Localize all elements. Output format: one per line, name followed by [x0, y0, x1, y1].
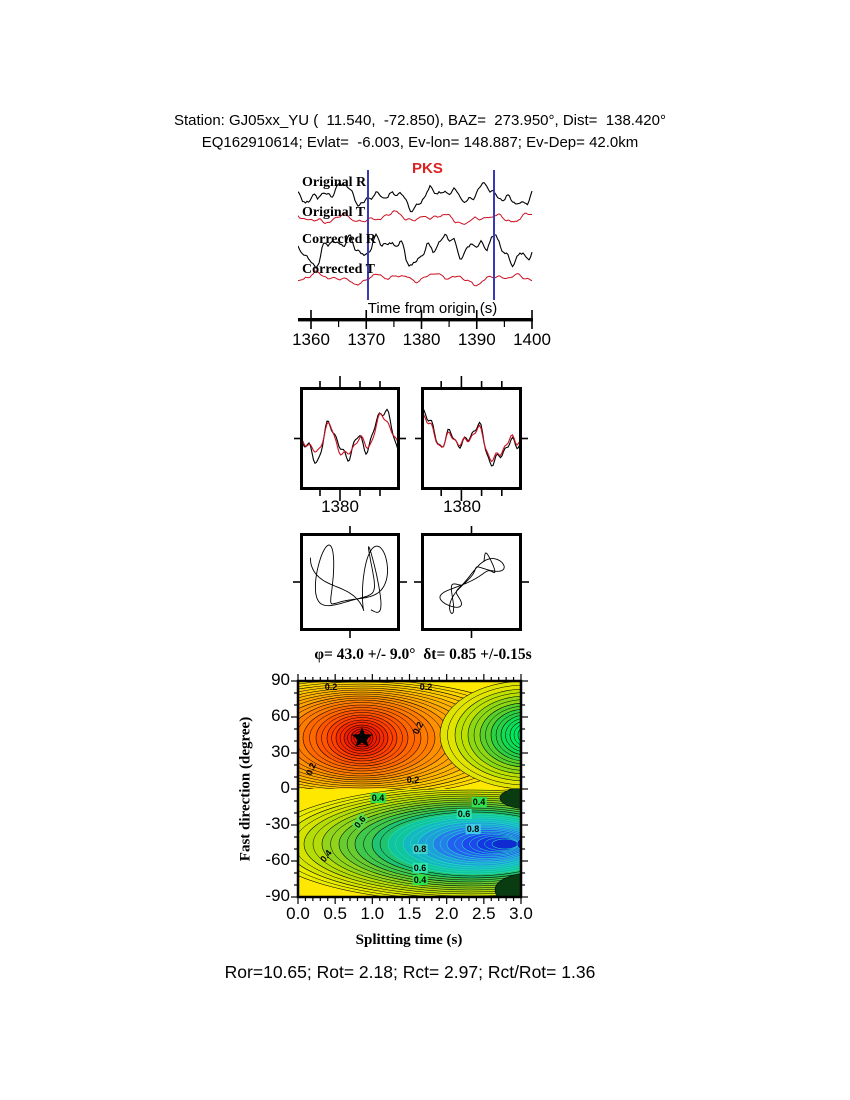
misfit-ytick-label: -90 [265, 886, 290, 905]
misfit-xtick-label: 0.5 [323, 904, 347, 923]
window-trace-black [424, 409, 519, 466]
phase-label: PKS [412, 160, 443, 177]
misfit-ytick-label: 60 [271, 706, 290, 725]
contour-level-label: 0.8 [413, 844, 427, 854]
misfit-map-ytick-labels [238, 670, 290, 905]
misfit-ytick-label: 0 [280, 778, 290, 797]
window-trace-red [424, 414, 519, 461]
particle-motion-corrected [424, 536, 519, 628]
misfit-map-ylabel: Fast direction (degree) [237, 716, 254, 862]
time-tick-label: 1400 [513, 330, 551, 349]
trace-label-corrected-r: Corrected R [302, 232, 376, 247]
misfit-xtick-label: 1.0 [360, 904, 385, 923]
waveform-window-panel-right [421, 387, 522, 490]
waveform-overlay-left [303, 390, 397, 487]
particle-motion-original [303, 536, 397, 628]
time-axis-title: Time from origin (s) [367, 300, 498, 317]
misfit-map-xlabel: Splitting time (s) [355, 932, 463, 948]
trace-label-corrected-t: Corrected T [302, 262, 375, 277]
window-trace-red [303, 414, 397, 455]
misfit-xtick-label: 2.0 [434, 904, 459, 923]
waveform-window-panel-left [300, 387, 400, 490]
contour-level-label: 0.2 [324, 682, 338, 692]
contour-level-label: 0.4 [472, 797, 486, 807]
misfit-xtick-label: 2.5 [472, 904, 496, 923]
contour-level-label: 0.2 [406, 775, 420, 785]
misfit-xtick-label: 3.0 [509, 904, 533, 923]
contour-level-label: 0.6 [352, 813, 368, 831]
contour-level-label: 0.2 [410, 720, 426, 736]
waveform-overlay-right [424, 390, 519, 487]
time-tick-label: 1360 [292, 330, 330, 349]
window-end-line [493, 170, 495, 300]
event-header: EQ162910614; Evlat= -6.003, Ev-lon= 148.887; Ev-Dep= 42.0km [201, 134, 639, 151]
station-header: Station: GJ05xx_YU ( 11.540, -72.850), BAZ= 273.950°, Dist= 138.420° [173, 112, 666, 129]
contour-value-labels [298, 681, 521, 897]
pm-curve-corrected [440, 553, 504, 613]
misfit-xtick-label: 1.5 [397, 904, 422, 923]
time-tick-label: 1390 [457, 330, 496, 349]
misfit-ytick-label: 30 [271, 742, 290, 761]
time-axis-tick-labels [292, 330, 551, 352]
energy-ratio-footer: Ror=10.65; Rot= 2.18; Rct= 2.97; Rct/Rot= 1.36 [224, 962, 596, 982]
trace-label-original-r: Original R [302, 175, 367, 190]
time-tick-label: 1370 [347, 330, 386, 349]
contour-level-label: 0.6 [413, 863, 427, 873]
time-tick-label: 1380 [402, 330, 441, 349]
contour-level-label: 0.8 [466, 824, 480, 834]
misfit-ytick-label: -60 [265, 850, 290, 869]
trace-label-original-t: Original T [302, 205, 366, 220]
window-tick-label-right: 1380 [443, 497, 481, 516]
contour-level-label: 0.4 [318, 847, 334, 865]
contour-level-label: 0.4 [371, 793, 385, 803]
misfit-map-title: φ= 43.0 +/- 9.0° δt= 0.85 +/-0.15s [314, 646, 532, 663]
particle-motion-panel-corrected [421, 533, 522, 631]
misfit-ytick-label: -30 [265, 814, 290, 833]
misfit-map-xtick-labels [286, 904, 533, 926]
misfit-xtick-label: 0.0 [286, 904, 310, 923]
contour-level-label: 0.2 [304, 761, 318, 777]
particle-motion-panel-original [300, 533, 400, 631]
pm-curve-original [310, 545, 387, 612]
window-tick-label-left: 1380 [321, 497, 359, 516]
contour-level-label: 0.4 [413, 875, 427, 885]
misfit-ytick-label: 90 [271, 670, 290, 689]
contour-level-label: 0.2 [419, 682, 433, 692]
contour-level-label: 0.6 [457, 809, 471, 819]
